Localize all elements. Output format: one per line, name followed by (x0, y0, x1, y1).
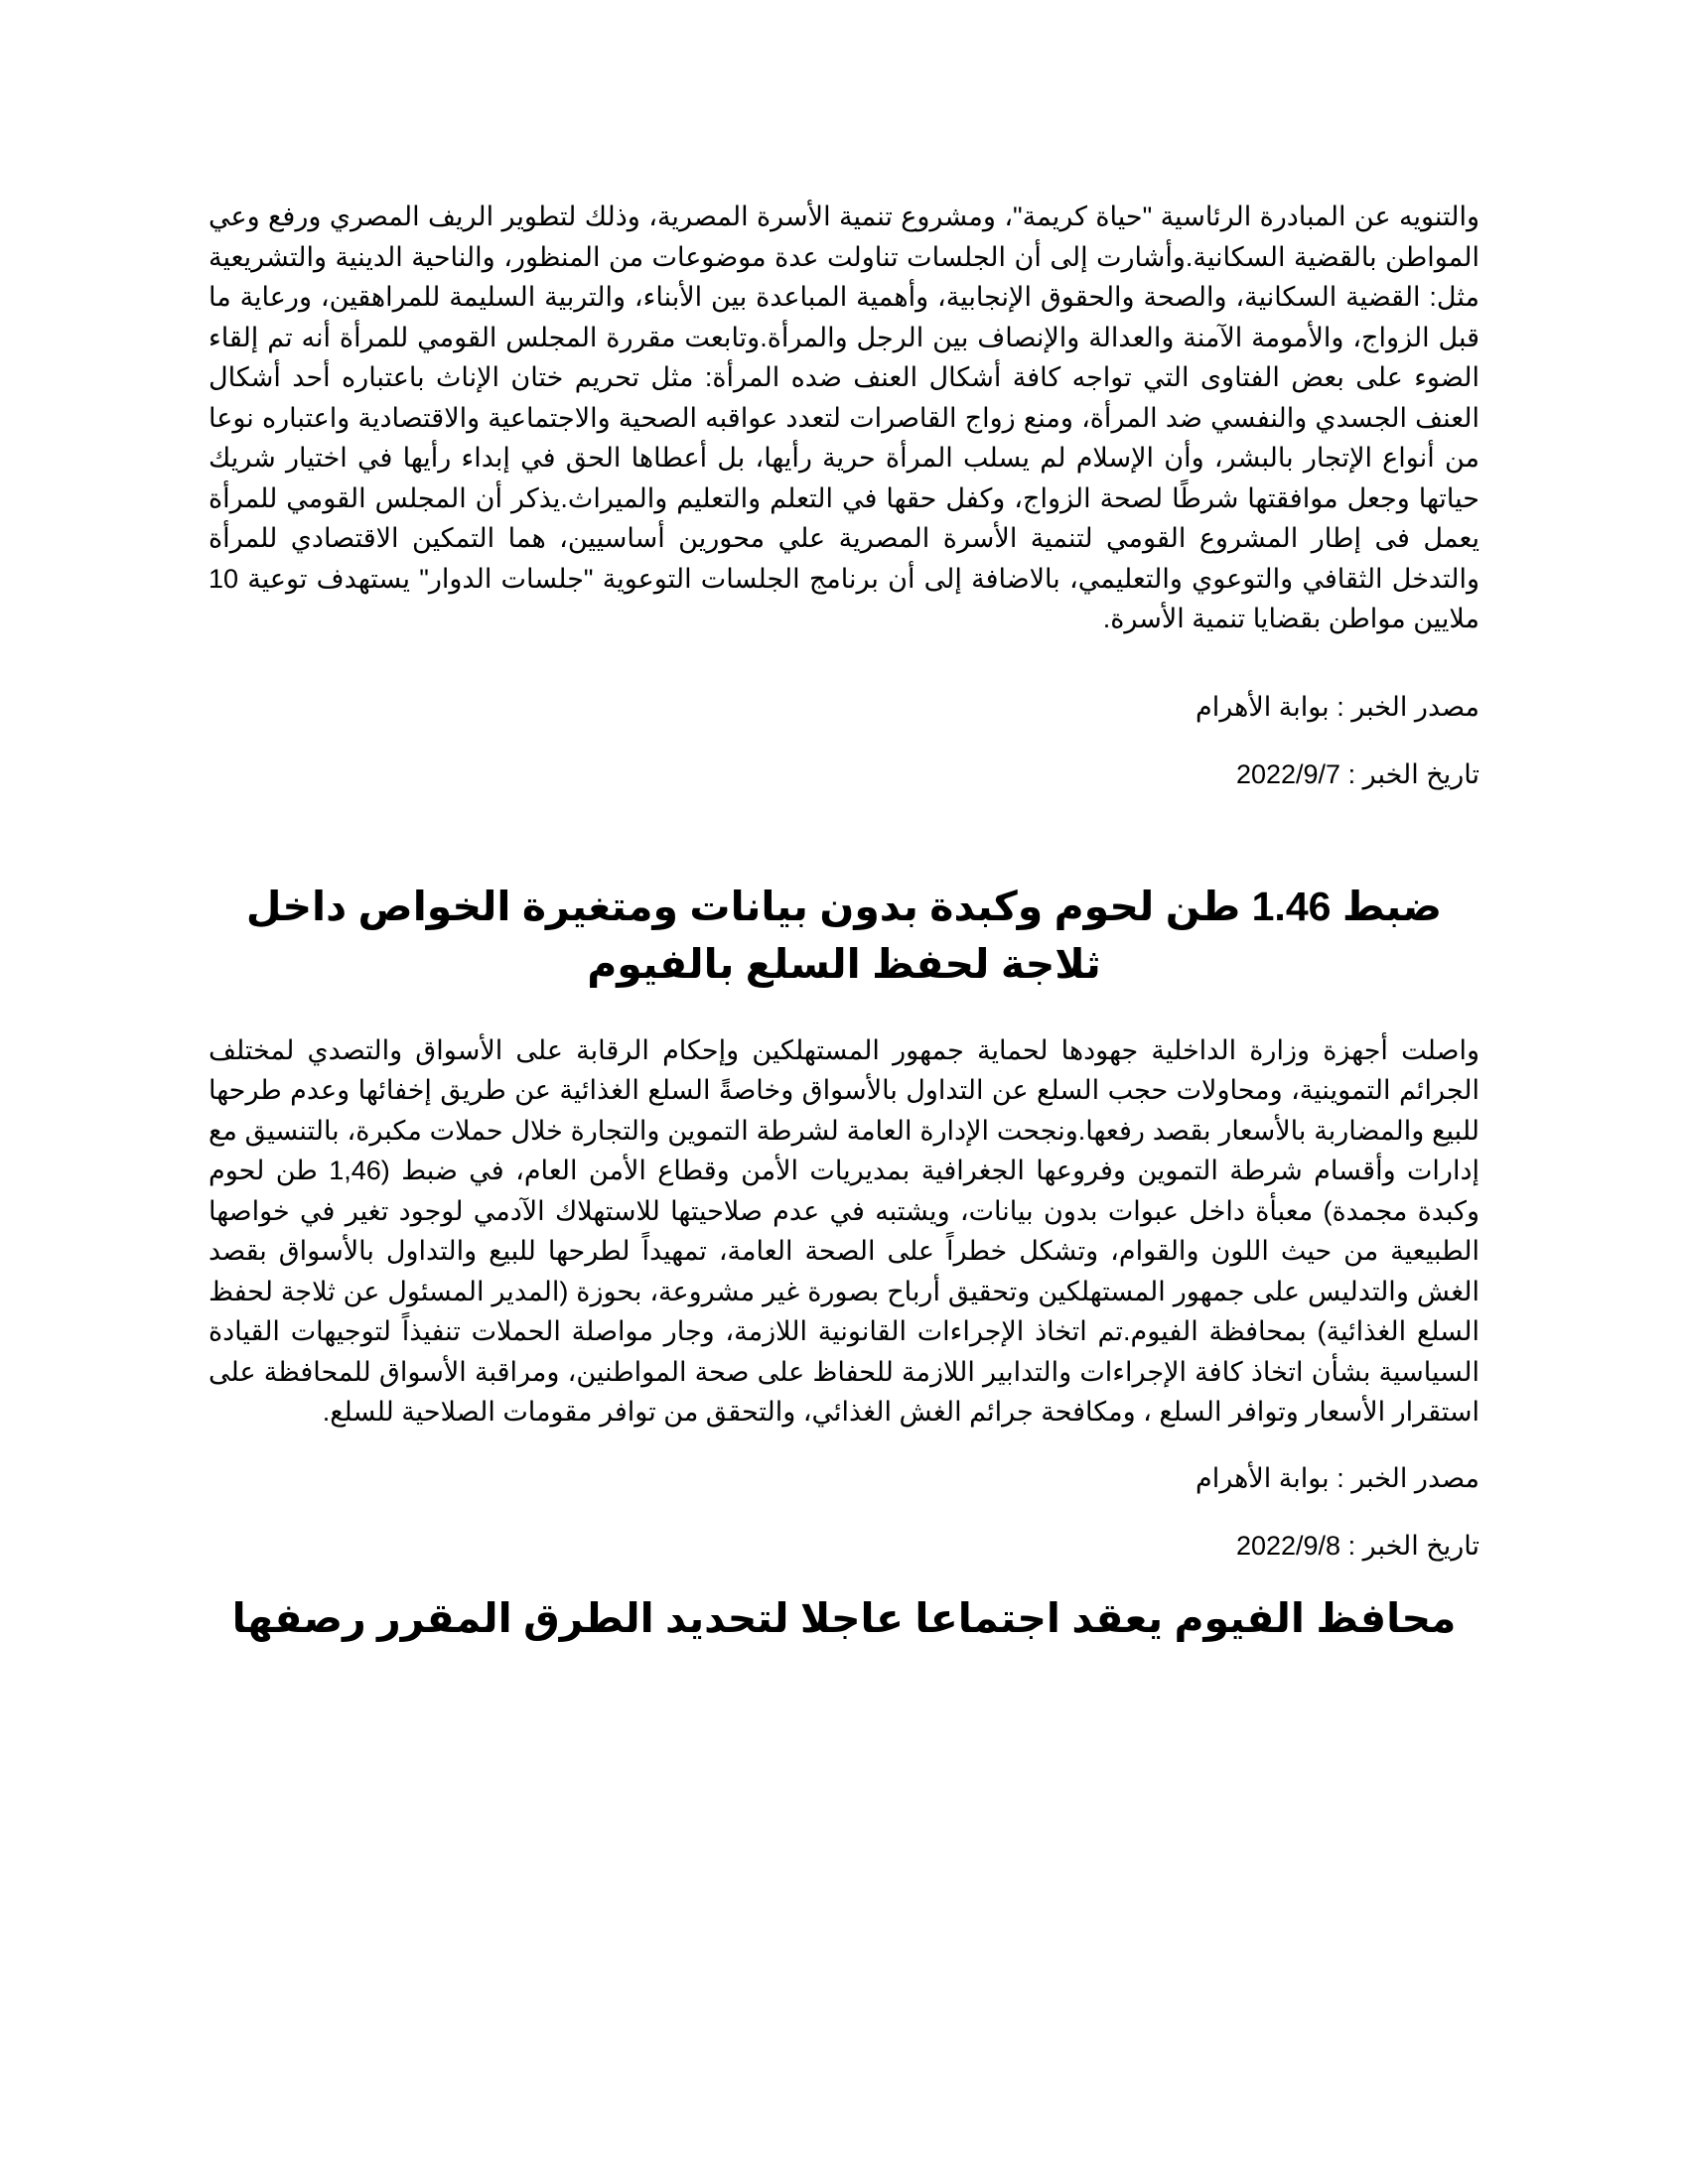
article-1-date: تاريخ الخبر : 2022/9/7 (1235, 758, 1479, 789)
document-page (209, 197, 1479, 1647)
article-2-body: واصلت أجهزة وزارة الداخلية جهودها لحماية جمهور المستهلكين وإحكام الرقابة على الأسواق والتصدي لمختلف الجرائم التموينية، ومحاولات حجب السلع عن التداول بالأسواق وخاصةً السلع الغذائية عن طريق إخفائها وعدم طرحها للبيع والمضاربة بالأسعار بقصد رفعها.ونجحت الإدارة العامة لشرطة التموين والتجارة خلال حملات مكبرة، بالتنسيق مع إدارات وأقسام شرطة التموين وفروعها الجغرافية بمديريات الأمن وقطاع الأمن العام، في ضبط (1,46 طن لحوم وكبدة مجمدة) معبأة داخل عبوات بدون بيانات، ويشتبه في عدم صلاحيتها للاستهلاك الآدمي لوجود تغير في خواصها الطبيعية من حيث اللون والقوام، وتشكل خطراً على الصحة العامة، تمهيداً لطرحها للبيع والتداول بالأسواق بقصد الغش والتدليس على جمهور المستهلكين وتحقيق أرباح بصورة غير مشروعة، بحوزة (المدير المسئول عن ثلاجة لحفظ السلع الغذائية) بمحافظة الفيوم.تم اتخاذ الإجراءات القانونية اللازمة، وجار مواصلة الحملات تنفيذاً لتوجيهات القيادة السياسية بشأن اتخاذ كافة الإجراءات والتدابير اللازمة للحفاظ على صحة المواطنين، ومراقبة الأسواق للمحافظة على استقرار الأسعار وتوافر السلع ، ومكافحة جرائم الغش الغذائي، والتحقق من توافر مقومات الصلاحية للسلع. (209, 1034, 1480, 1427)
article-1-source: مصدر الخبر : بوابة الأهرام (1195, 691, 1479, 722)
article-2-headline: ضبط 1.46 طن لحوم وكبدة بدون بيانات ومتغيرة الخواص داخل ثلاجة لحفظ السلع بالفيوم (245, 883, 1443, 987)
article-2-source: مصدر الخبر : بوابة الأهرام (1195, 1462, 1479, 1493)
article-2-date: تاريخ الخبر : 2022/9/8 (1235, 1530, 1479, 1561)
article-3-headline: محافظ الفيوم يعقد اجتماعا عاجلا لتحديد الطرق المقرر رصفها (231, 1594, 1457, 1641)
article-1-body: والتنويه عن المبادرة الرئاسية "حياة كريمة"، ومشروع تنمية الأسرة المصرية، وذلك لتطوير الريف المصري ورفع وعي المواطن بالقضية السكانية.وأشارت إلى أن الجلسات تناولت عدة موضوعات من المنظور، والناحية الدينية والتشريعية مثل: القضية السكانية، والصحة والحقوق الإنجابية، وأهمية المباعدة بين الأبناء، والتربية السليمة للمراهقين، ورعاية ما قبل الزواج، والأمومة الآمنة والعدالة والإنصاف بين الرجل والمرأة.وتابعت مقررة المجلس القومي للمرأة أنه تم إلقاء الضوء على بعض الفتاوى التي تواجه كافة أشكال العنف ضده المرأة: مثل تحريم ختان الإناث باعتباره أحد أشكال العنف الجسدي والنفسي ضد المرأة، ومنع زواج القاصرات لتعدد عواقبه الصحية والاجتماعية والاقتصادية واعتباره نوعا من أنواع الإتجار بالبشر، وأن الإسلام لم يسلب المرأة حرية رأيها، بل أعطاها الحق في إبداء رأيها في اختيار شريك حياتها وجعل موافقتها شرطًا لصحة الزواج، وكفل حقها في التعلم والتعليم والميراث.يذكر أن المجلس القومي للمرأة يعمل فى إطار المشروع القومي لتنمية الأسرة المصرية علي محورين أساسيين، هما التمكين الاقتصادي للمرأة والتدخل الثقافي والتوعوي والتعليمي، بالاضافة إلى أن برنامج الجلسات التوعوية "جلسات الدوار" يستهدف توعية 10 ملايين مواطن بقضايا تنمية الأسرة. (209, 202, 1479, 633)
